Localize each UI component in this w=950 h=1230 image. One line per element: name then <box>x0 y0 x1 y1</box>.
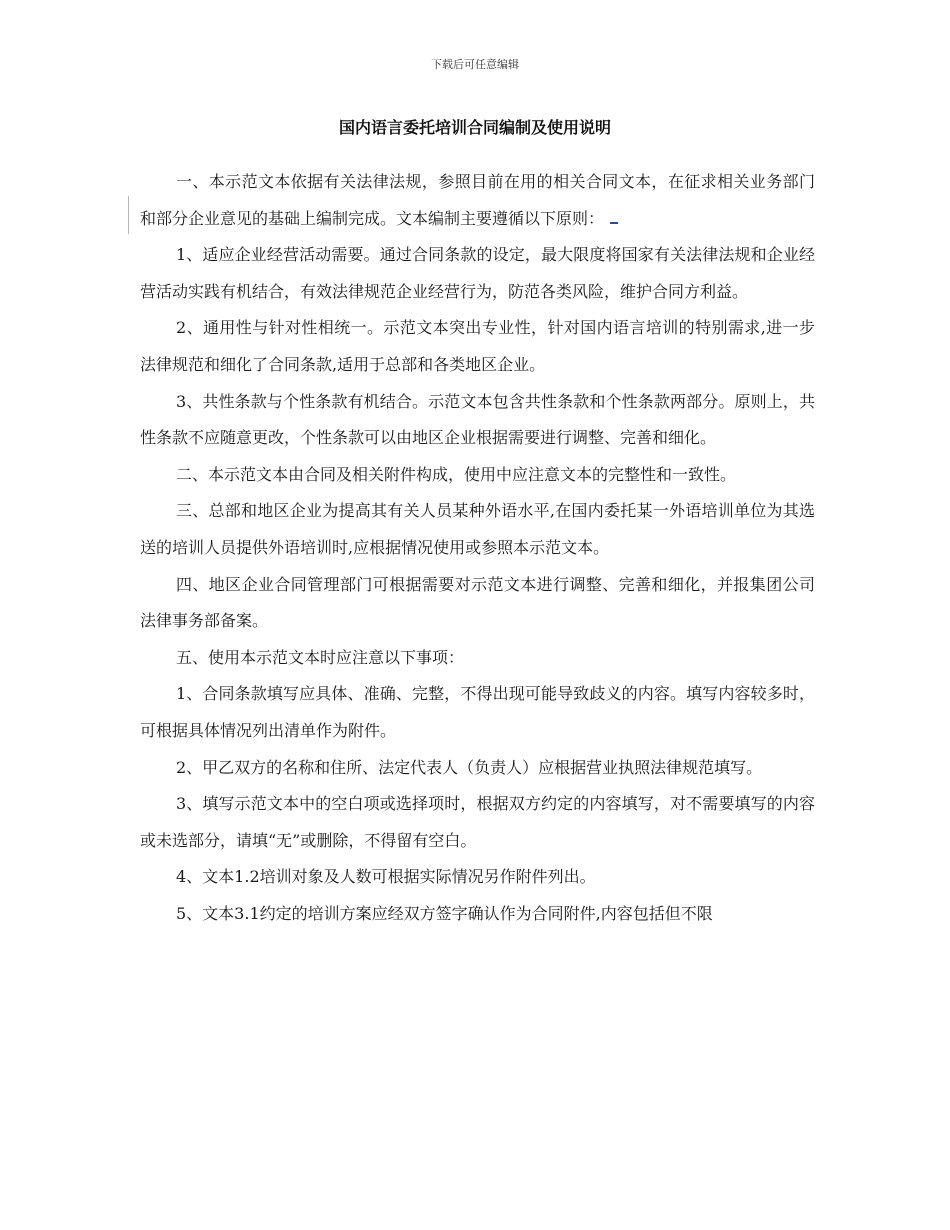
paragraph-note-1: 1、合同条款填写应具体、准确、完整，不得出现可能导致歧义的内容。填写内容较多时，可根据具体情况列出清单作为附件。 <box>140 684 815 740</box>
paragraph-section-2: 二、本示范文本由合同及相关附件构成，使用中应注意文本的完整性和一致性。 <box>176 464 737 484</box>
text-cursor <box>610 222 618 224</box>
paragraph-note-4: 4、文本1.2培训对象及人数可根据实际情况另作附件列出。 <box>176 867 596 887</box>
paragraph-principle-1: 1、适应企业经营活动需要。通过合同条款的设定，最大限度将国家有关法律法规和企业经营活动实践有机结合，有效法律规范企业经营行为，防范各类风险，维护合同方利益。 <box>140 245 815 301</box>
paragraph-intro <box>140 164 815 237</box>
paragraph-principle-3: 3、共性条款与个性条款有机结合。示范文本包含共性条款和个性条款两部分。原则上，共性条款不应随意更改，个性条款可以由地区企业根据需要进行调整、完善和细化。 <box>140 391 815 448</box>
document-body <box>140 164 815 932</box>
paragraph-principle-2: 2、通用性与针对性相统一。示范文本突出专业性，针对国内语言培训的特别需求,进一步法律规范和细化了合同条款,适用于总部和各类地区企业。 <box>140 318 815 374</box>
paragraph-text: 一、本示范文本依据有关法律法规，参照目前在用的相关合同文本，在征求相关业务部门和部分企业意见的基础上编制完成。文本编制主要遵循以下原则： <box>140 172 815 228</box>
paragraph-note-2: 2、甲乙双方的名称和住所、法定代表人（负责人）应根据营业执照法律规范填写。 <box>176 757 763 777</box>
paragraph-section-5: 五、使用本示范文本时应注意以下事项： <box>176 647 465 667</box>
paragraph-note-5: 5、文本3.1约定的培训方案应经双方签字确认作为合同附件,内容包括但不限 <box>176 903 713 923</box>
header-note: 下载后可任意编辑 <box>431 58 519 71</box>
paragraph-note-3: 3、填写示范文本中的空白项或选择项时，根据双方约定的内容填写，对不需要填写的内容或未选部分，请填“无”或删除，不得留有空白。 <box>140 794 815 850</box>
paragraph-section-4: 四、地区企业合同管理部门可根据需要对示范文本进行调整、完善和细化，并报集团公司法律事务部备案。 <box>140 574 815 631</box>
paragraph-section-3: 三、总部和地区企业为提高其有关人员某种外语水平,在国内委托某一外语培训单位为其选送的培训人员提供外语培训时,应根据情况使用或参照本示范文本。 <box>140 501 815 557</box>
document-title: 国内语言委托培训合同编制及使用说明 <box>338 118 611 137</box>
margin-mark <box>128 196 129 234</box>
